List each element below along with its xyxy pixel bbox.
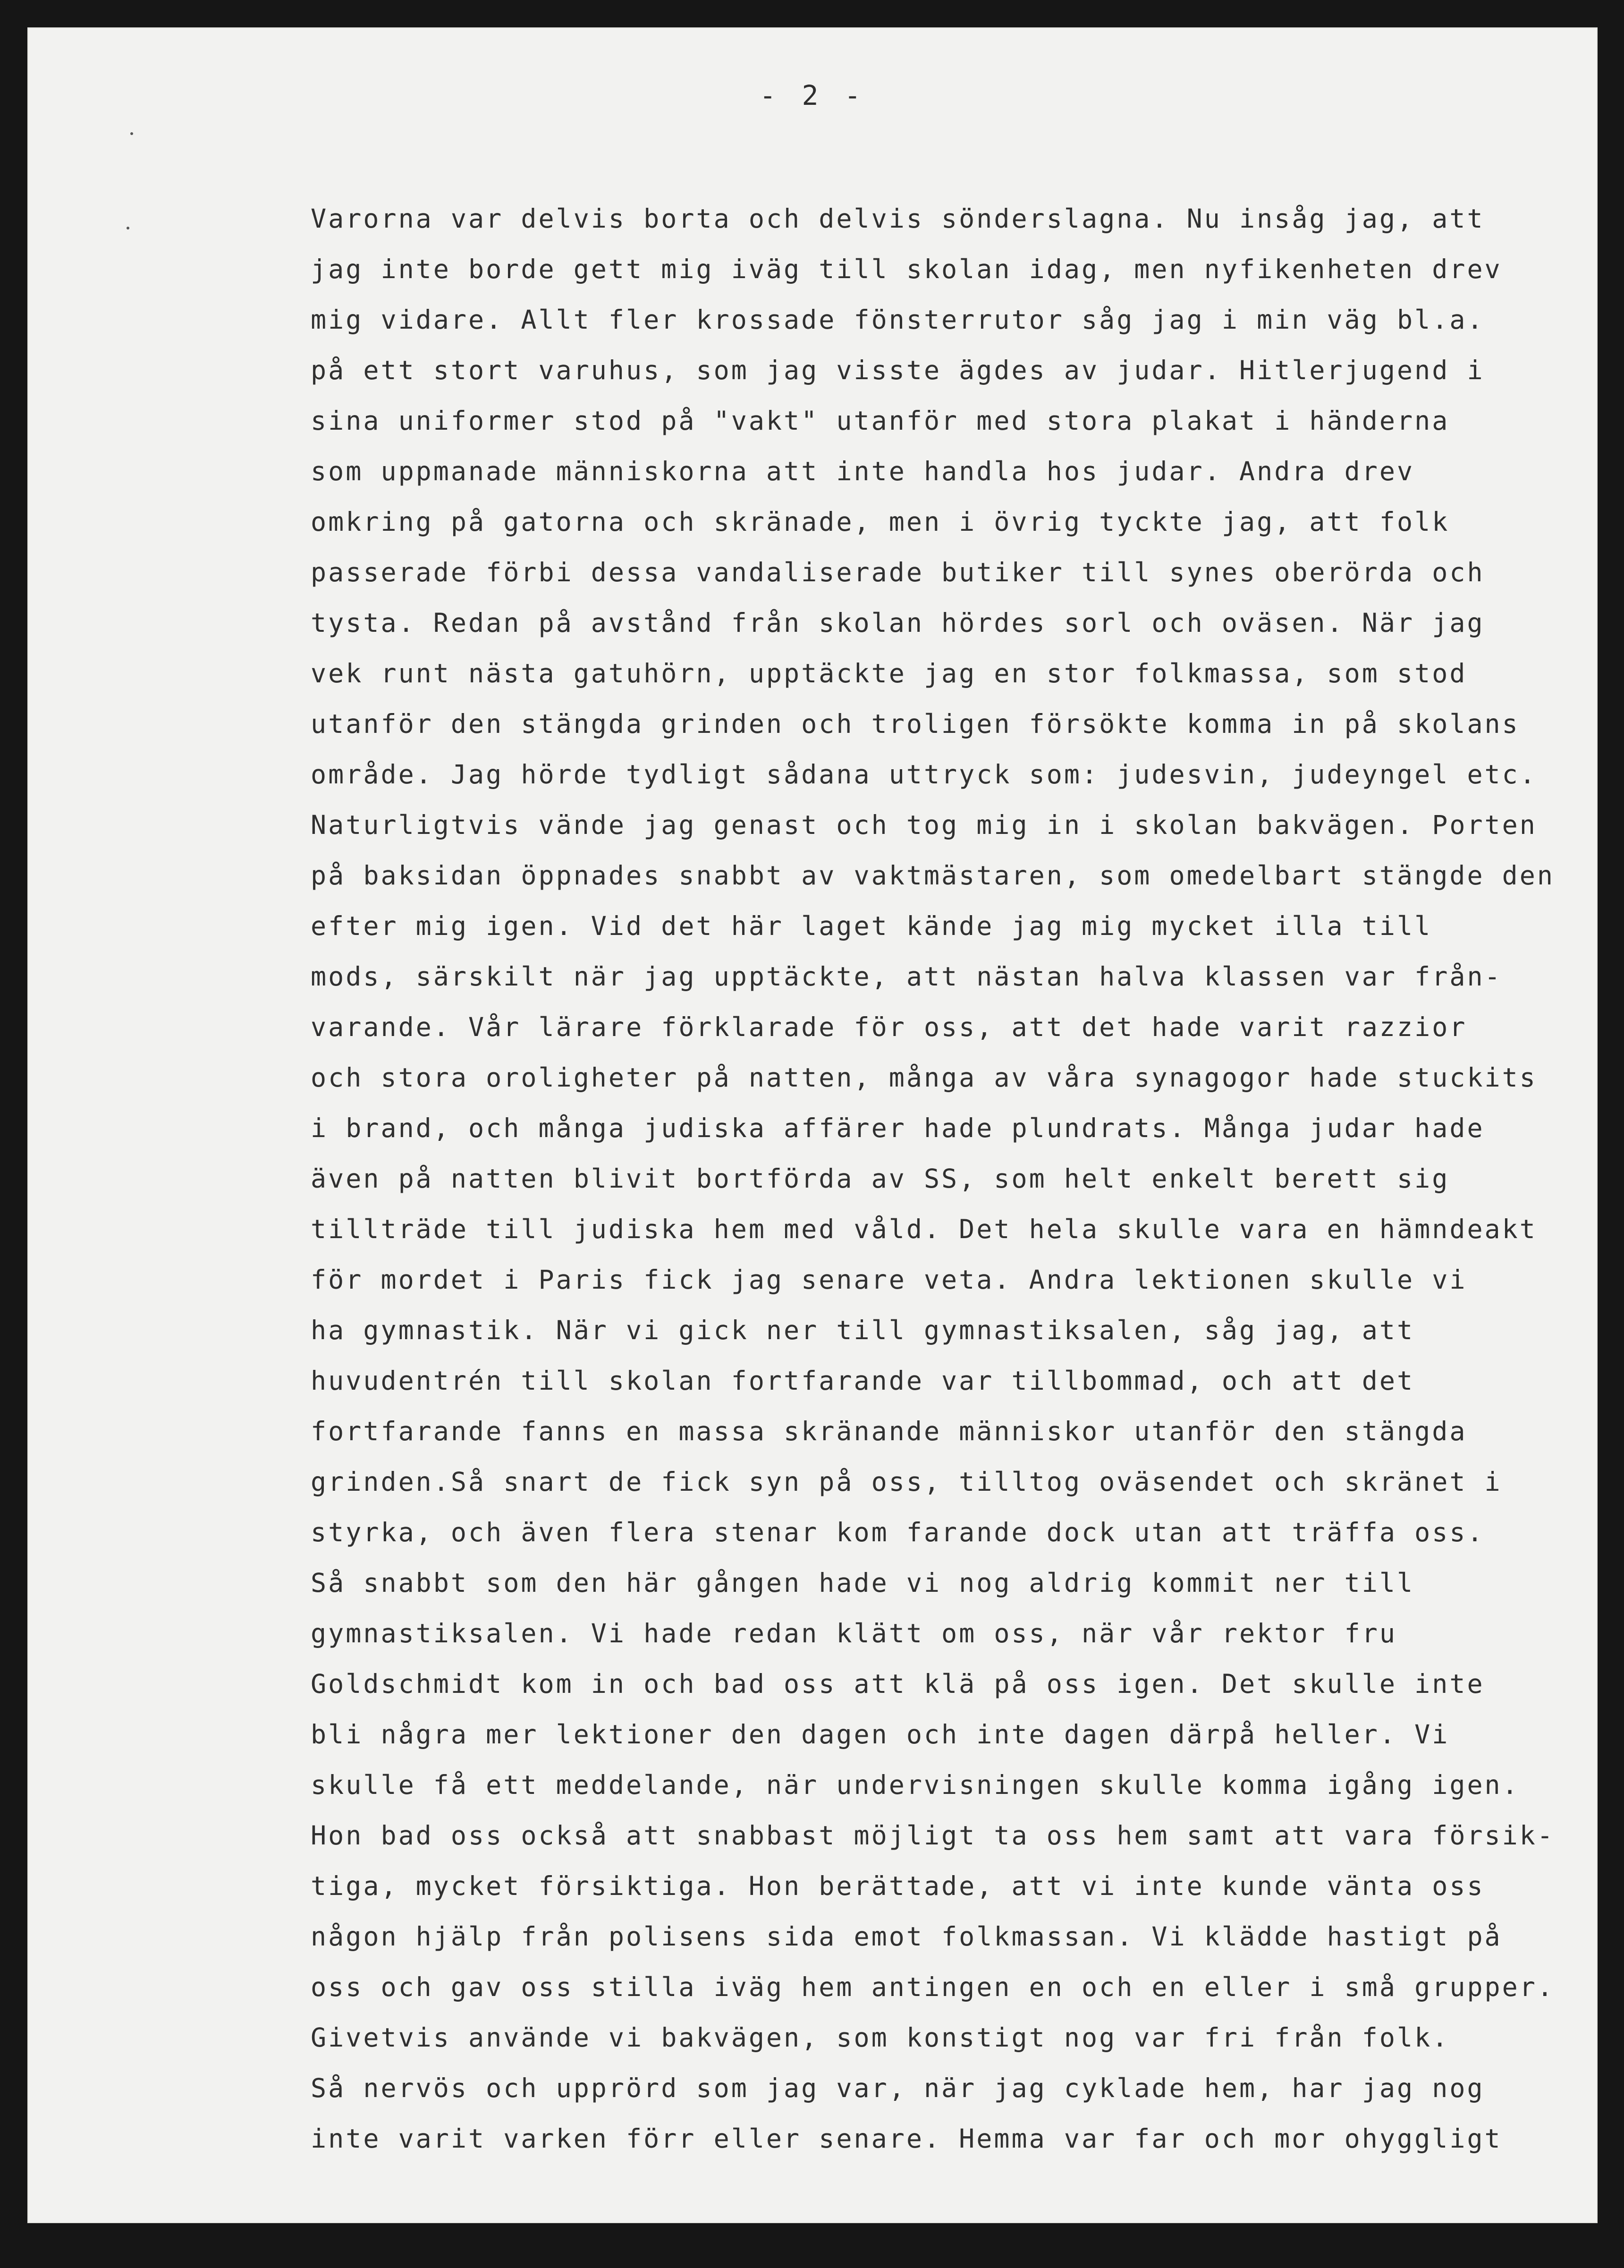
text-line: Så snabbt som den här gången hade vi nog aldrig kommit ner till: [311, 1568, 1415, 1598]
text-line: Hon bad oss också att snabbast möjligt ta oss hem samt att vara försik-: [311, 1820, 1555, 1851]
text-line: omkring på gatorna och skränade, men i övrig tyckte jag, att folk: [311, 507, 1450, 537]
text-line: på ett stort varuhus, som jag visste ägdes av judar. Hitlerjugend i: [311, 355, 1485, 385]
text-line: som uppmanade människorna att inte handla hos judar. Andra drev: [311, 456, 1415, 486]
text-line: någon hjälp från polisens sida emot folkmassan. Vi klädde hastigt på: [311, 1921, 1502, 1952]
text-line: skulle få ett meddelande, när undervisningen skulle komma igång igen.: [311, 1770, 1520, 1800]
text-line: oss och gav oss stilla iväg hem antingen en och en eller i små grupper.: [311, 1972, 1555, 2002]
typewritten-page: [27, 27, 1598, 2223]
text-line: tysta. Redan på avstånd från skolan hördes sorl och oväsen. När jag: [311, 608, 1485, 638]
text-line: grinden.Så snart de fick syn på oss, tilltog oväsendet och skränet i: [311, 1467, 1502, 1497]
text-line: jag inte borde gett mig iväg till skolan idag, men nyfikenheten drev: [311, 254, 1502, 284]
text-line: styrka, och även flera stenar kom farande dock utan att träffa oss.: [311, 1517, 1485, 1547]
text-line: passerade förbi dessa vandaliserade butiker till synes oberörda och: [311, 557, 1485, 587]
text-line: i brand, och många judiska affärer hade plundrats. Många judar hade: [311, 1113, 1485, 1143]
text-line: för mordet i Paris fick jag senare veta. Andra lektionen skulle vi: [311, 1265, 1467, 1295]
page-number: - 2 -: [759, 79, 866, 111]
text-line: även på natten blivit bortförda av SS, som helt enkelt berett sig: [311, 1164, 1450, 1194]
text-line: fortfarande fanns en massa skränande människor utanför den stängda: [311, 1416, 1467, 1446]
text-line: vek runt nästa gatuhörn, upptäckte jag en stor folkmassa, som stod: [311, 658, 1467, 688]
text-line: Så nervös och upprörd som jag var, när jag cyklade hem, har jag nog: [311, 2073, 1485, 2103]
text-line: Goldschmidt kom in och bad oss att klä på oss igen. Det skulle inte: [311, 1669, 1485, 1699]
text-line: tiga, mycket försiktiga. Hon berättade, att vi inte kunde vänta oss: [311, 1871, 1485, 1901]
text-line: ha gymnastik. När vi gick ner till gymnastiksalen, såg jag, att: [311, 1315, 1415, 1345]
text-line: mig vidare. Allt fler krossade fönsterrutor såg jag i min väg bl.a.: [311, 305, 1485, 335]
text-line: inte varit varken förr eller senare. Hemma var far och mor ohyggligt: [311, 2124, 1502, 2154]
text-line: tillträde till judiska hem med våld. Det hela skulle vara en hämndeakt: [311, 1214, 1537, 1244]
text-line: mods, särskilt när jag upptäckte, att nästan halva klassen var från-: [311, 961, 1502, 992]
text-line: och stora oroligheter på natten, många av våra synagogor hade stuckits: [311, 1062, 1537, 1093]
text-line: område. Jag hörde tydligt sådana uttryck som: judesvin, judeyngel etc.: [311, 759, 1537, 790]
margin-dot: [130, 132, 133, 135]
text-line: Givetvis använde vi bakvägen, som konstigt nog var fri från folk.: [311, 2022, 1450, 2053]
text-line: gymnastiksalen. Vi hade redan klätt om oss, när vår rektor fru: [311, 1618, 1397, 1648]
text-line: sina uniformer stod på "vakt" utanför med stora plakat i händerna: [311, 406, 1450, 436]
text-line: Varorna var delvis borta och delvis sönderslagna. Nu insåg jag, att: [311, 204, 1485, 234]
text-line: efter mig igen. Vid det här laget kände jag mig mycket illa till: [311, 911, 1432, 941]
text-line: varande. Vår lärare förklarade för oss, att det hade varit razzior: [311, 1012, 1467, 1042]
text-line: Naturligtvis vände jag genast och tog mig in i skolan bakvägen. Porten: [311, 810, 1537, 840]
text-line: på baksidan öppnades snabbt av vaktmästaren, som omedelbart stängde den: [311, 860, 1555, 891]
body-text: [311, 194, 1555, 2164]
margin-dot: [127, 227, 129, 229]
text-line: bli några mer lektioner den dagen och inte dagen därpå heller. Vi: [311, 1719, 1450, 1750]
text-line: huvudentrén till skolan fortfarande var tillbommad, och att det: [311, 1366, 1415, 1396]
text-line: utanför den stängda grinden och troligen försökte komma in på skolans: [311, 709, 1520, 739]
